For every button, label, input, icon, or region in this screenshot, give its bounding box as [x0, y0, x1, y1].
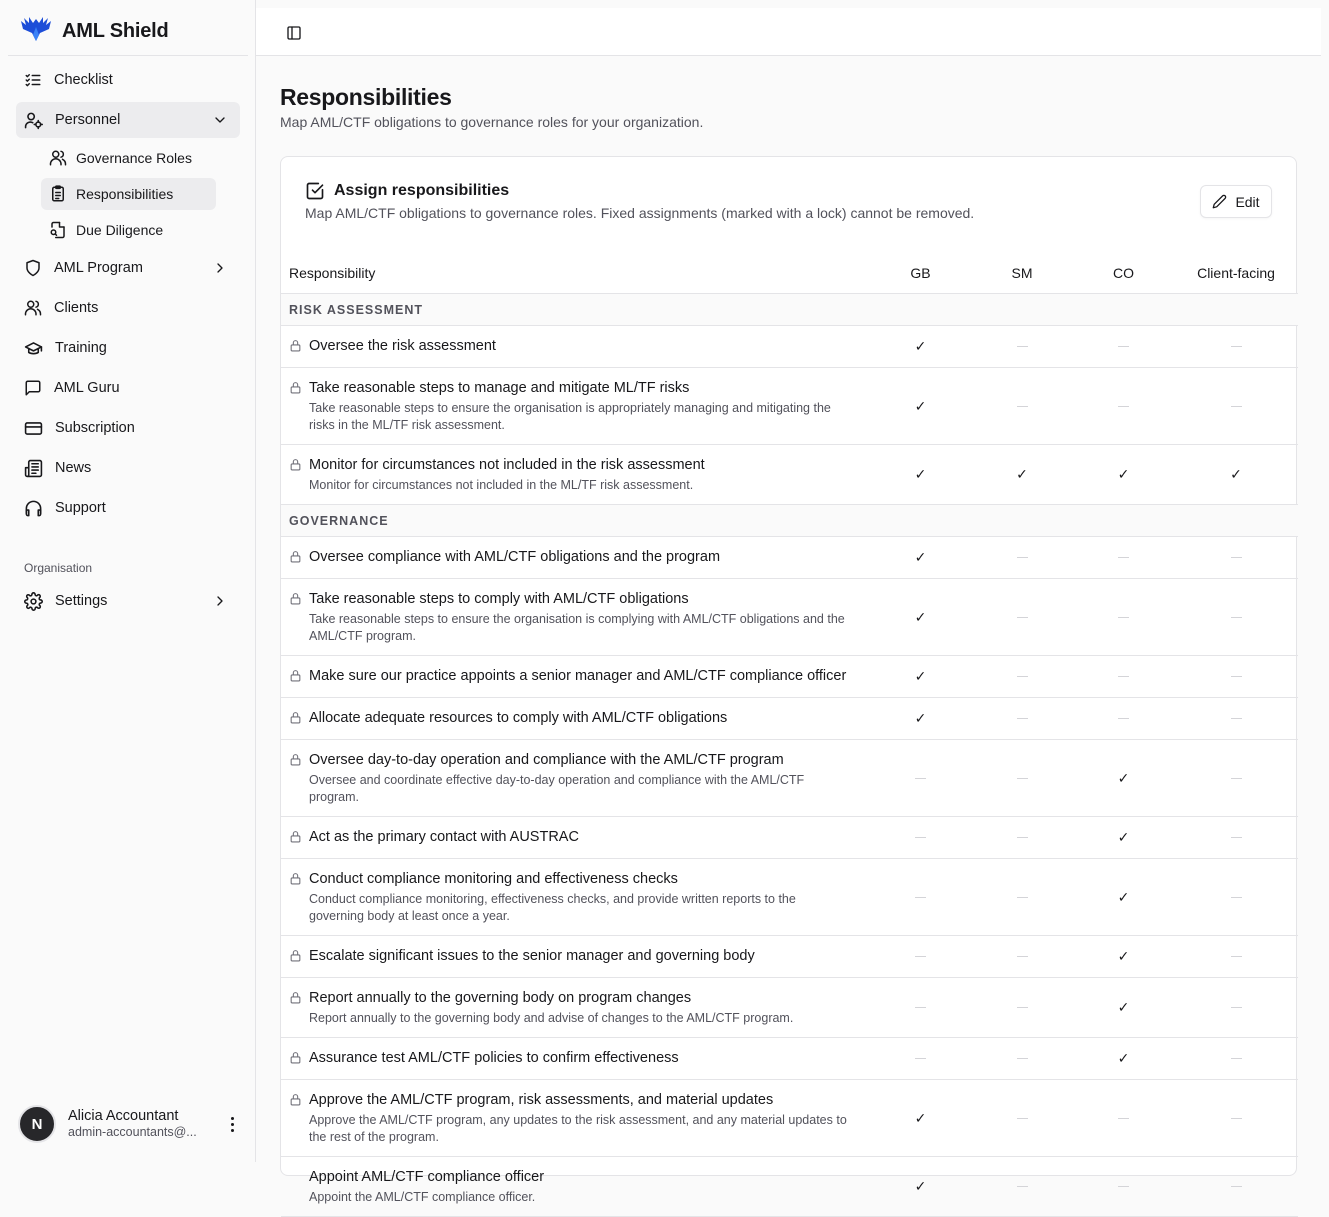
responsibility-description: Conduct compliance monitoring, effectiveness checks, and provide written reports to the governing body at least once a year. — [309, 892, 796, 923]
dash-icon — [915, 1058, 926, 1059]
sm-cell — [971, 346, 1073, 347]
responsibility-cell — [281, 1038, 870, 1079]
co-cell — [1073, 889, 1174, 906]
responsibility-cell — [281, 936, 870, 977]
sub-item-label: Governance Roles — [76, 150, 192, 166]
gb-cell — [870, 668, 971, 685]
table-row — [281, 698, 1298, 740]
gb-cell — [870, 837, 971, 838]
cf-cell — [1174, 837, 1298, 838]
cf-cell — [1174, 778, 1298, 779]
check-icon: ✓ — [914, 466, 927, 482]
file-search-icon — [49, 221, 67, 239]
gear-icon — [24, 592, 43, 611]
dash-icon — [1017, 406, 1028, 407]
dash-icon — [1017, 676, 1028, 677]
responsibility-cell — [281, 698, 870, 739]
dash-icon — [915, 1007, 926, 1008]
dash-icon — [1231, 1186, 1242, 1187]
sm-cell — [971, 837, 1073, 838]
dash-icon — [1017, 718, 1028, 719]
nav-label: Clients — [54, 300, 99, 316]
sm-cell — [971, 466, 1073, 483]
cf-cell — [1174, 676, 1298, 677]
responsibility-title: Make sure our practice appoints a senior manager and AML/CTF compliance officer — [309, 668, 847, 684]
avatar: N — [18, 1105, 56, 1143]
dash-icon — [1017, 1186, 1028, 1187]
dash-icon — [1017, 778, 1028, 779]
table-row — [281, 1157, 1298, 1217]
panel-left-icon — [286, 25, 302, 41]
user-name: Alicia Accountant — [68, 1108, 179, 1125]
nav-item-training[interactable] — [16, 330, 240, 366]
sub-item-label: Responsibilities — [76, 186, 174, 202]
credit-card-icon — [24, 419, 43, 438]
dash-icon — [1017, 1007, 1028, 1008]
table-row — [281, 936, 1298, 978]
co-cell — [1073, 406, 1174, 407]
section-label-organisation: Organisation — [24, 561, 93, 575]
chevron-right-icon — [212, 260, 228, 276]
sm-cell — [971, 1058, 1073, 1059]
cf-cell — [1174, 1007, 1298, 1008]
co-cell — [1073, 557, 1174, 558]
co-cell — [1073, 1050, 1174, 1067]
dash-icon — [1231, 718, 1242, 719]
dash-icon — [915, 897, 926, 898]
nav-item-clients[interactable] — [16, 290, 240, 326]
table-row — [281, 445, 1298, 505]
group-row: RISK ASSESSMENT — [281, 294, 1298, 326]
co-cell — [1073, 676, 1174, 677]
responsibility-description: Appoint the AML/CTF compliance officer. — [309, 1190, 536, 1204]
nav-label: AML Guru — [54, 380, 120, 396]
nav-item-news[interactable] — [16, 450, 240, 486]
sm-cell — [971, 1186, 1073, 1187]
organisation-nav — [16, 583, 240, 623]
card-header — [305, 181, 1005, 221]
dash-icon — [1017, 557, 1028, 558]
dash-icon — [1118, 676, 1129, 677]
responsibility-text — [309, 989, 809, 1027]
gb-cell — [870, 338, 971, 355]
header-client-facing: Client-facing — [1197, 265, 1275, 281]
responsibility-text — [309, 379, 870, 434]
responsibility-description: Oversee and coordinate effective day-to-day operation and compliance with the AML/CTF program. — [309, 773, 805, 804]
check-icon: ✓ — [914, 710, 927, 726]
responsibility-title: Approve the AML/CTF program, risk assessments, and material updates — [309, 1092, 774, 1108]
page-title: Responsibilities — [280, 84, 452, 110]
responsibility-cell — [281, 1080, 870, 1156]
co-cell — [1073, 346, 1174, 347]
nav-item-aml-program[interactable] — [16, 250, 240, 286]
nav-label: Support — [55, 500, 106, 516]
co-cell — [1073, 617, 1174, 618]
nav-label: News — [55, 460, 92, 476]
cf-cell — [1174, 557, 1298, 558]
square-check-icon — [305, 181, 325, 201]
header-gb: GB — [910, 265, 931, 281]
nav-label: Personnel — [55, 112, 121, 128]
check-icon: ✓ — [914, 338, 927, 354]
table-row — [281, 579, 1298, 656]
co-cell — [1073, 718, 1174, 719]
table-header — [281, 253, 1298, 294]
lock-icon — [289, 381, 302, 399]
table-row — [281, 656, 1298, 698]
responsibility-title: Take reasonable steps to comply with AML/CTF obligations — [309, 591, 689, 607]
app-name: AML Shield — [62, 20, 169, 42]
dash-icon — [1118, 406, 1129, 407]
user-info — [68, 1108, 212, 1139]
eagle-logo-icon — [20, 15, 52, 48]
check-icon: ✓ — [1117, 1050, 1130, 1066]
dash-icon — [1017, 346, 1028, 347]
nav-item-personnel[interactable] — [16, 102, 240, 138]
gb-cell — [870, 897, 971, 898]
dash-icon — [1231, 557, 1242, 558]
lock-icon — [289, 753, 302, 771]
co-cell — [1073, 770, 1174, 787]
clipboard-list-icon — [49, 185, 67, 203]
nav-label: Checklist — [54, 72, 113, 88]
responsibility-description: Approve the AML/CTF program, any updates to the risk assessment, and any material updates to the rest of the program. — [309, 1113, 847, 1144]
gb-cell — [870, 1007, 971, 1008]
dash-icon — [1017, 1058, 1028, 1059]
responsibility-title: Allocate adequate resources to comply with AML/CTF obligations — [309, 710, 728, 726]
sm-cell — [971, 1007, 1073, 1008]
dash-icon — [1017, 956, 1028, 957]
responsibility-title: Conduct compliance monitoring and effectiveness checks — [309, 871, 678, 887]
nav-label: Training — [55, 340, 107, 356]
responsibility-text — [309, 751, 870, 806]
header-co: CO — [1113, 265, 1134, 281]
table-row — [281, 817, 1298, 859]
lock-icon — [289, 711, 302, 729]
nav-label: Settings — [55, 593, 108, 609]
responsibility-text — [309, 337, 496, 355]
dash-icon — [1231, 406, 1242, 407]
dash-icon — [1017, 897, 1028, 898]
responsibility-title: Escalate significant issues to the senior manager and governing body — [309, 948, 755, 964]
sm-cell — [971, 956, 1073, 957]
lock-icon — [289, 949, 302, 967]
co-cell — [1073, 829, 1174, 846]
assign-responsibilities-card — [280, 156, 1297, 1204]
dash-icon — [1231, 676, 1242, 677]
dash-icon — [1231, 1058, 1242, 1059]
nav-label: Subscription — [55, 420, 135, 436]
responsibility-cell — [281, 326, 870, 367]
sm-cell — [971, 617, 1073, 618]
responsibility-cell — [281, 445, 870, 504]
topbar — [256, 8, 1321, 56]
co-cell — [1073, 466, 1174, 483]
cf-cell — [1174, 617, 1298, 618]
nav-label: AML Program — [54, 260, 143, 276]
table-row — [281, 978, 1298, 1038]
dash-icon — [915, 778, 926, 779]
check-icon: ✓ — [914, 397, 927, 414]
responsibility-text — [309, 590, 870, 645]
user-cog-icon — [24, 111, 43, 130]
cf-cell — [1174, 346, 1298, 347]
shield-icon — [24, 259, 42, 277]
check-icon: ✓ — [914, 549, 927, 565]
co-cell — [1073, 1118, 1174, 1119]
dash-icon — [1231, 897, 1242, 898]
responsibility-description: Take reasonable steps to ensure the organisation is complying with AML/CTF obligations and the AML/CTF program. — [309, 612, 845, 643]
dash-icon — [1231, 617, 1242, 618]
dash-icon — [915, 837, 926, 838]
responsibility-title: Report annually to the governing body on program changes — [309, 990, 692, 1006]
cf-cell — [1174, 1118, 1298, 1119]
responsibility-title: Act as the primary contact with AUSTRAC — [309, 829, 579, 845]
sub-item-label: Due Diligence — [76, 222, 164, 238]
header-sm: SM — [1011, 265, 1033, 281]
responsibility-title: Take reasonable steps to manage and mitigate ML/TF risks — [309, 380, 690, 396]
check-icon: ✓ — [1117, 829, 1130, 845]
responsibility-cell — [281, 368, 870, 444]
co-cell — [1073, 948, 1174, 965]
lock-icon — [289, 458, 302, 476]
check-icon: ✓ — [1117, 999, 1130, 1015]
check-icon: ✓ — [914, 668, 927, 684]
cf-cell — [1174, 718, 1298, 719]
responsibility-cell — [281, 859, 870, 935]
dash-icon — [1017, 837, 1028, 838]
responsibility-text — [309, 548, 720, 566]
responsibility-cell — [281, 817, 870, 858]
card-description: Map AML/CTF obligations to governance roles. Fixed assignments (marked with a lock) cannot be removed. — [305, 205, 975, 221]
responsibility-cell — [281, 978, 870, 1037]
gb-cell — [870, 1178, 971, 1195]
dash-icon — [1017, 1118, 1028, 1119]
gb-cell — [870, 710, 971, 727]
users-icon — [49, 149, 67, 167]
lock-icon — [289, 1051, 302, 1069]
dash-icon — [1118, 1186, 1129, 1187]
responsibility-cell — [281, 579, 870, 655]
responsibility-text — [309, 870, 870, 925]
gb-cell — [870, 609, 971, 626]
main-nav — [16, 62, 240, 530]
user-email: admin-accountants@... — [68, 1125, 197, 1140]
headphones-icon — [24, 499, 43, 518]
sub-item-due-diligence[interactable] — [41, 214, 216, 246]
lock-icon — [289, 872, 302, 890]
dash-icon — [915, 956, 926, 957]
dash-icon — [1017, 617, 1028, 618]
check-icon: ✓ — [914, 1178, 927, 1194]
dash-icon — [1231, 346, 1242, 347]
responsibility-title: Oversee day-to-day operation and compliance with the AML/CTF program — [309, 752, 784, 768]
sm-cell — [971, 778, 1073, 779]
co-cell — [1073, 999, 1174, 1016]
table-row — [281, 740, 1298, 817]
check-icon: ✓ — [1230, 466, 1242, 482]
responsibility-text — [309, 1168, 551, 1206]
edit-button[interactable] — [1200, 185, 1272, 218]
responsibility-text — [309, 456, 709, 494]
sm-cell — [971, 676, 1073, 677]
dash-icon — [1118, 346, 1129, 347]
cf-cell — [1174, 406, 1298, 407]
group-row: GOVERNANCE — [281, 505, 1298, 537]
dash-icon — [1231, 1118, 1242, 1119]
responsibility-text — [309, 667, 846, 685]
responsibility-text — [309, 1091, 870, 1146]
gb-cell — [870, 778, 971, 779]
gb-cell — [870, 549, 971, 566]
lock-icon — [289, 830, 302, 848]
user-menu[interactable] — [18, 1104, 240, 1144]
gb-cell — [870, 1058, 971, 1059]
responsibility-title: Assurance test AML/CTF policies to confirm effectiveness — [309, 1050, 679, 1066]
check-icon: ✓ — [1117, 466, 1130, 482]
newspaper-icon — [24, 459, 43, 478]
table-row — [281, 859, 1298, 936]
check-icon: ✓ — [1016, 466, 1028, 482]
responsibility-cell — [281, 537, 870, 578]
responsibility-cell — [281, 1157, 870, 1216]
dash-icon — [1231, 1007, 1242, 1008]
responsibility-description: Report annually to the governing body and advise of changes to the AML/CTF program. — [309, 1011, 794, 1025]
check-icon: ✓ — [914, 608, 927, 625]
sub-item-governance-roles[interactable] — [41, 142, 216, 174]
card-title: Assign responsibilities — [334, 182, 510, 199]
sm-cell — [971, 1118, 1073, 1119]
gb-cell — [870, 466, 971, 483]
dash-icon — [1231, 837, 1242, 838]
sm-cell — [971, 557, 1073, 558]
check-icon: ✓ — [1117, 769, 1130, 786]
sm-cell — [971, 897, 1073, 898]
gb-cell — [870, 956, 971, 957]
dash-icon — [1118, 718, 1129, 719]
dash-icon — [1231, 778, 1242, 779]
sidebar — [0, 0, 256, 1162]
nav-item-checklist[interactable] — [16, 62, 240, 98]
table-row — [281, 537, 1298, 579]
responsibilities-table — [281, 253, 1298, 1217]
responsibility-description: Monitor for circumstances not included in the ML/TF risk assessment. — [309, 478, 694, 492]
lock-icon — [289, 1093, 302, 1111]
table-body — [281, 294, 1298, 1217]
responsibility-text — [309, 828, 579, 846]
cf-cell — [1174, 466, 1298, 483]
sm-cell — [971, 718, 1073, 719]
sm-cell — [971, 406, 1073, 407]
chevron-down-icon — [212, 112, 228, 128]
responsibility-title: Appoint AML/CTF compliance officer — [309, 1169, 545, 1185]
nav-item-support[interactable] — [16, 490, 240, 526]
nav-item-aml-guru[interactable] — [16, 370, 240, 406]
responsibility-cell — [281, 656, 870, 697]
lock-icon — [289, 339, 302, 357]
dash-icon — [1231, 956, 1242, 957]
dash-icon — [1118, 1118, 1129, 1119]
header-responsibility: Responsibility — [289, 265, 376, 281]
responsibility-text — [309, 947, 755, 965]
check-icon: ✓ — [1117, 948, 1130, 964]
table-row — [281, 326, 1298, 368]
lock-icon — [289, 592, 302, 610]
users-icon — [24, 299, 42, 317]
check-icon: ✓ — [1117, 888, 1130, 905]
table-row — [281, 368, 1298, 445]
responsibility-text — [309, 709, 727, 727]
more-vertical-icon[interactable] — [224, 1117, 240, 1132]
chevron-right-icon — [212, 593, 228, 609]
nav-item-settings[interactable] — [16, 583, 240, 619]
responsibility-title: Monitor for circumstances not included in the risk assessment — [309, 457, 705, 473]
check-icon: ✓ — [914, 1109, 927, 1126]
nav-item-subscription[interactable] — [16, 410, 240, 446]
cf-cell — [1174, 897, 1298, 898]
edit-label: Edit — [1235, 193, 1260, 210]
lock-icon — [289, 550, 302, 568]
table-row — [281, 1038, 1298, 1080]
responsibility-title: Oversee compliance with AML/CTF obligations and the program — [309, 549, 721, 565]
sidebar-toggle-button[interactable] — [282, 21, 306, 45]
cf-cell — [1174, 1058, 1298, 1059]
lock-icon — [289, 669, 302, 687]
pencil-icon — [1212, 194, 1227, 209]
gb-cell — [870, 1110, 971, 1127]
cf-cell — [1174, 956, 1298, 957]
lock-icon — [289, 991, 302, 1009]
graduation-cap-icon — [24, 339, 43, 358]
responsibility-text — [309, 1049, 679, 1067]
sub-item-responsibilities[interactable] — [41, 178, 216, 210]
responsibility-title: Oversee the risk assessment — [309, 338, 496, 354]
table-row — [281, 1080, 1298, 1157]
brand[interactable] — [8, 8, 248, 56]
cf-cell — [1174, 1186, 1298, 1187]
dash-icon — [1118, 617, 1129, 618]
dash-icon — [1118, 557, 1129, 558]
page-subtitle: Map AML/CTF obligations to governance roles for your organization. — [280, 114, 704, 130]
gb-cell — [870, 398, 971, 415]
message-square-icon — [24, 379, 42, 397]
main-content — [256, 56, 1321, 1204]
list-checks-icon — [24, 71, 42, 89]
responsibility-description: Take reasonable steps to ensure the organisation is appropriately managing and mitigating the risks in the ML/TF risk assessment. — [309, 401, 831, 432]
responsibility-cell — [281, 740, 870, 816]
personnel-subnav — [41, 142, 240, 246]
co-cell — [1073, 1186, 1174, 1187]
